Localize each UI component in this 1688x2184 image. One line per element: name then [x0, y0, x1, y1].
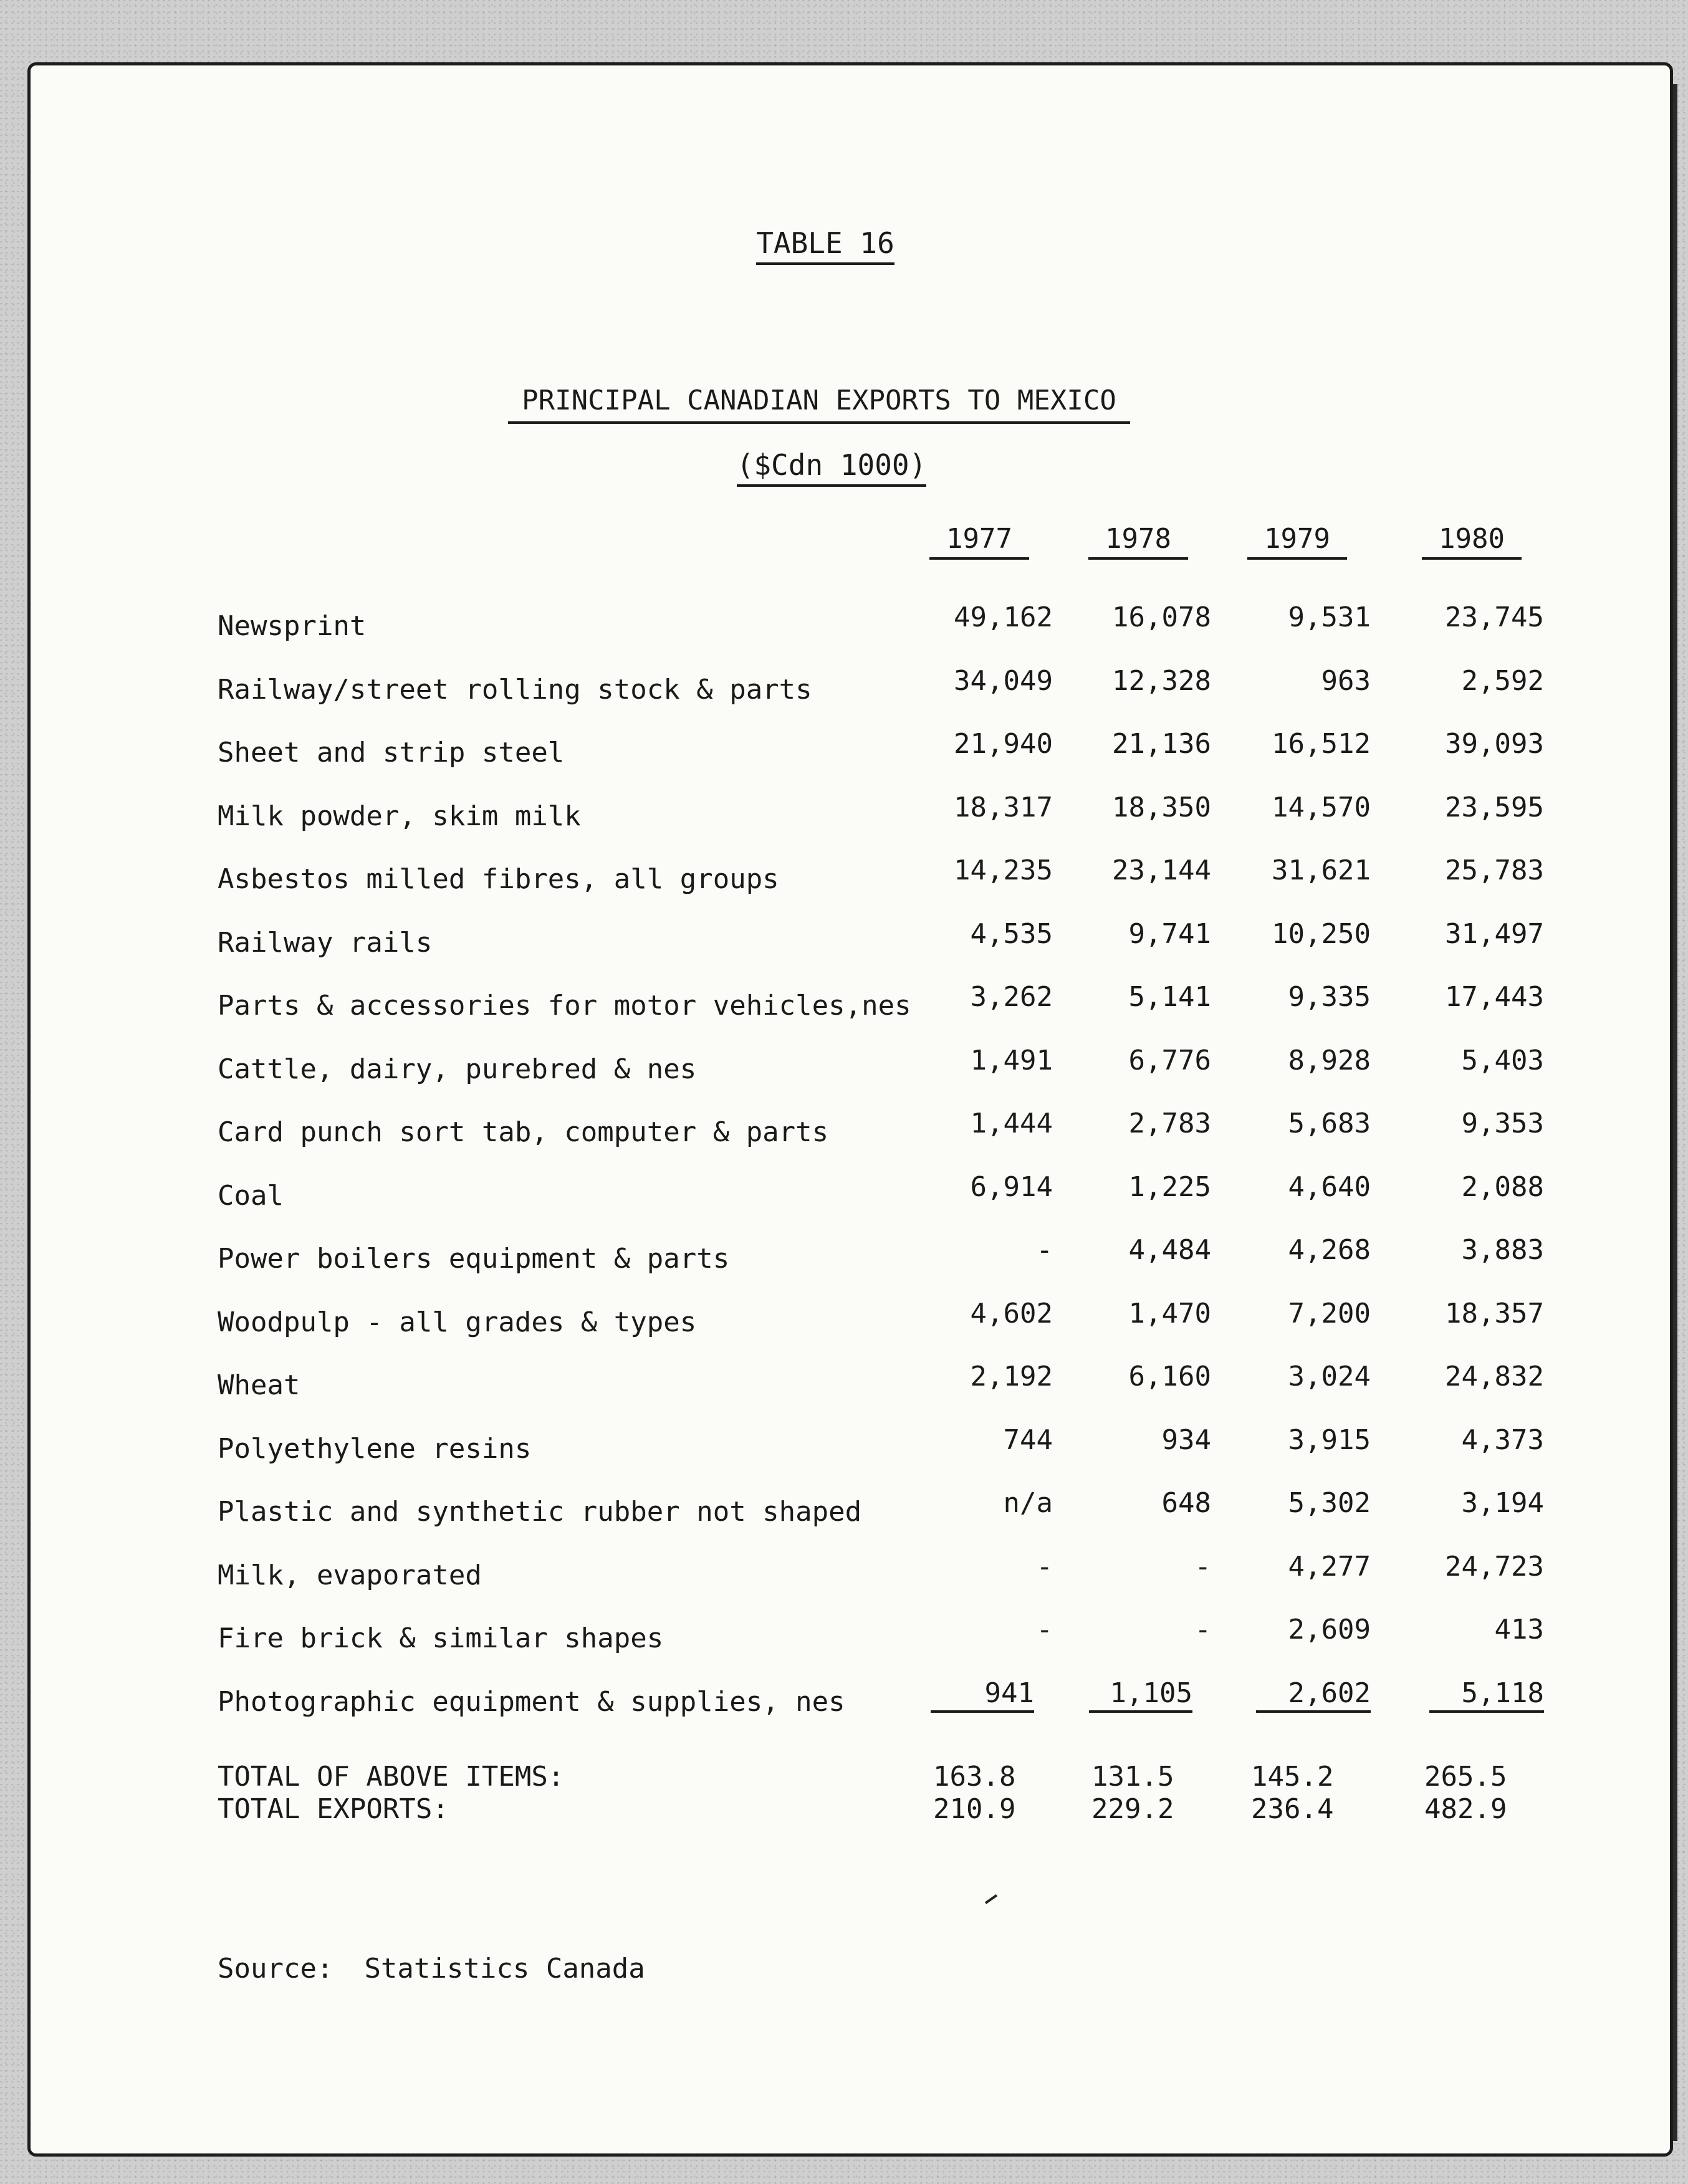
- table-row: [31, 1361, 1670, 1424]
- table-row: [31, 1551, 1670, 1614]
- row-label: Fire brick & similar shapes: [218, 1622, 664, 1654]
- row-label: Polyethylene resins: [218, 1432, 532, 1465]
- row-value-1980: 17,443: [1445, 981, 1544, 1013]
- row-value-1978: 2,783: [1128, 1108, 1211, 1139]
- row-value-1978: 1,225: [1128, 1171, 1211, 1203]
- row-value-1980: 25,783: [1445, 855, 1544, 886]
- row-label: Card punch sort tab, computer & parts: [218, 1116, 829, 1148]
- table-row: [31, 1171, 1670, 1235]
- table-row: [31, 1045, 1670, 1108]
- row-value-1977: 6,914: [970, 1171, 1053, 1203]
- row-value-1979: 9,531: [1288, 601, 1371, 633]
- row-value-1979: 8,928: [1288, 1044, 1371, 1076]
- row-value-1977: 1,444: [970, 1108, 1053, 1139]
- row-label: Sheet and strip steel: [218, 737, 565, 769]
- table-body: [31, 601, 1670, 1740]
- row-label: Newsprint: [218, 610, 367, 642]
- table-row: [31, 1298, 1670, 1361]
- row-value-1978: 934: [1161, 1424, 1211, 1456]
- row-label: Railway/street rolling stock & parts: [218, 673, 812, 706]
- source-line: [218, 1953, 645, 1985]
- table-number-heading: TABLE 16: [6, 226, 1645, 260]
- row-value-1978: 12,328: [1112, 664, 1211, 697]
- row-value-1978: 23,144: [1112, 855, 1211, 886]
- row-value-1979: 4,268: [1288, 1234, 1371, 1266]
- row-value-1978: 1,105: [1089, 1677, 1192, 1713]
- table-row: [31, 1677, 1670, 1741]
- table-title: PRINCIPAL CANADIAN EXPORTS TO MEXICO: [0, 385, 1639, 416]
- column-header-1980: 1980: [1422, 523, 1522, 560]
- row-value-1978: 6,776: [1128, 1044, 1211, 1076]
- row-value-1977: 18,317: [954, 791, 1053, 823]
- row-label: Cattle, dairy, purebred & nes: [218, 1053, 697, 1085]
- totals-label: TOTAL EXPORTS:: [218, 1793, 449, 1825]
- row-value-1977: 14,235: [954, 855, 1053, 886]
- table-row: [31, 601, 1670, 665]
- table-row: [31, 1614, 1670, 1677]
- row-label: Photographic equipment & supplies, nes: [218, 1685, 845, 1718]
- row-value-1977: 941: [931, 1677, 1034, 1713]
- totals-value: 210.9: [933, 1793, 1016, 1825]
- row-value-1978: 6,160: [1128, 1361, 1211, 1392]
- row-value-1978: 1,470: [1128, 1297, 1211, 1329]
- totals-block: [31, 1761, 1670, 1826]
- totals-value: 482.9: [1424, 1793, 1507, 1825]
- row-label: Power boilers equipment & parts: [218, 1243, 730, 1275]
- row-value-1977: -: [1036, 1234, 1053, 1266]
- source-label: Source:: [218, 1953, 333, 1985]
- column-headers: [31, 523, 1670, 567]
- row-value-1979: 2,602: [1256, 1677, 1371, 1713]
- row-value-1980: 4,373: [1461, 1424, 1544, 1456]
- row-value-1980: 3,194: [1461, 1487, 1544, 1519]
- row-value-1977: 4,535: [970, 917, 1053, 950]
- row-value-1980: 24,723: [1445, 1550, 1544, 1583]
- row-value-1979: 2,609: [1288, 1614, 1371, 1645]
- totals-value: 265.5: [1424, 1761, 1507, 1793]
- row-value-1977: 1,491: [970, 1044, 1053, 1076]
- table-row: [31, 918, 1670, 982]
- row-value-1978: 18,350: [1112, 791, 1211, 823]
- pen-mark: [985, 1894, 997, 1904]
- totals-label: TOTAL OF ABOVE ITEMS:: [218, 1761, 565, 1793]
- row-value-1978: 16,078: [1112, 601, 1211, 633]
- row-value-1980: 5,118: [1429, 1677, 1544, 1713]
- row-value-1978: 21,136: [1112, 728, 1211, 760]
- table-row: [31, 728, 1670, 792]
- table-row: [31, 1234, 1670, 1298]
- table-row: [31, 1108, 1670, 1171]
- totals-value: 229.2: [1091, 1793, 1174, 1825]
- row-value-1977: 21,940: [954, 728, 1053, 760]
- row-value-1977: -: [1036, 1550, 1053, 1583]
- row-value-1979: 3,024: [1288, 1361, 1371, 1392]
- row-value-1980: 413: [1494, 1614, 1544, 1645]
- table-row: [31, 1487, 1670, 1551]
- row-value-1979: 14,570: [1272, 791, 1371, 823]
- row-value-1980: 24,832: [1445, 1361, 1544, 1392]
- row-value-1977: 2,192: [970, 1361, 1053, 1392]
- row-value-1979: 7,200: [1288, 1297, 1371, 1329]
- row-label: Railway rails: [218, 926, 433, 959]
- row-label: Milk, evaporated: [218, 1559, 482, 1591]
- row-label: Wheat: [218, 1369, 300, 1401]
- column-header-1978: 1978: [1088, 523, 1188, 560]
- row-value-1979: 16,512: [1272, 728, 1371, 760]
- row-value-1980: 5,403: [1461, 1044, 1544, 1076]
- row-value-1978: 5,141: [1128, 981, 1211, 1013]
- row-value-1980: 2,088: [1461, 1171, 1544, 1203]
- row-value-1977: n/a: [1003, 1487, 1053, 1519]
- row-value-1979: 10,250: [1272, 917, 1371, 950]
- row-value-1978: 9,741: [1128, 917, 1211, 950]
- row-value-1980: 9,353: [1461, 1108, 1544, 1139]
- row-value-1980: 3,883: [1461, 1234, 1544, 1266]
- column-header-1977: 1977: [929, 523, 1029, 560]
- row-value-1980: 39,093: [1445, 728, 1544, 760]
- row-label: Woodpulp - all grades & types: [218, 1306, 697, 1338]
- row-value-1980: 2,592: [1461, 664, 1544, 697]
- totals-row-total-exports: [31, 1793, 1670, 1826]
- table-units: ($Cdn 1000): [12, 448, 1651, 482]
- row-label: Parts & accessories for motor vehicles,nes: [218, 990, 911, 1022]
- row-value-1980: 31,497: [1445, 917, 1544, 950]
- row-value-1979: 5,683: [1288, 1108, 1371, 1139]
- row-value-1980: 18,357: [1445, 1297, 1544, 1329]
- row-label: Coal: [218, 1179, 284, 1212]
- totals-value: 163.8: [933, 1761, 1016, 1793]
- row-value-1979: 3,915: [1288, 1424, 1371, 1456]
- row-value-1979: 31,621: [1272, 855, 1371, 886]
- totals-value: 131.5: [1091, 1761, 1174, 1793]
- table-row: [31, 792, 1670, 855]
- totals-value: 236.4: [1251, 1793, 1334, 1825]
- row-value-1978: 648: [1161, 1487, 1211, 1519]
- table-row: [31, 665, 1670, 729]
- row-value-1980: 23,595: [1445, 791, 1544, 823]
- document-page: [27, 62, 1673, 2157]
- row-value-1978: 4,484: [1128, 1234, 1211, 1266]
- row-value-1977: 4,602: [970, 1297, 1053, 1329]
- row-value-1979: 4,640: [1288, 1171, 1371, 1203]
- row-value-1977: 744: [1003, 1424, 1053, 1456]
- table-row: [31, 1424, 1670, 1488]
- totals-value: 145.2: [1251, 1761, 1334, 1793]
- row-label: Plastic and synthetic rubber not shaped: [218, 1496, 862, 1528]
- row-label: Asbestos milled fibres, all groups: [218, 863, 779, 895]
- row-value-1978: -: [1194, 1550, 1211, 1583]
- row-value-1977: 49,162: [954, 601, 1053, 633]
- totals-row-above-items: [31, 1761, 1670, 1793]
- row-label: Milk powder, skim milk: [218, 800, 581, 832]
- row-value-1980: 23,745: [1445, 601, 1544, 633]
- column-header-1979: 1979: [1247, 523, 1347, 560]
- table-row: [31, 981, 1670, 1045]
- row-value-1979: 9,335: [1288, 981, 1371, 1013]
- row-value-1977: 34,049: [954, 664, 1053, 697]
- row-value-1978: -: [1194, 1614, 1211, 1645]
- row-value-1977: 3,262: [970, 981, 1053, 1013]
- row-value-1979: 5,302: [1288, 1487, 1371, 1519]
- source-value: Statistics Canada: [364, 1953, 645, 1985]
- table-row: [31, 855, 1670, 918]
- row-value-1979: 4,277: [1288, 1550, 1371, 1583]
- row-value-1979: 963: [1321, 664, 1371, 697]
- row-value-1977: -: [1036, 1614, 1053, 1645]
